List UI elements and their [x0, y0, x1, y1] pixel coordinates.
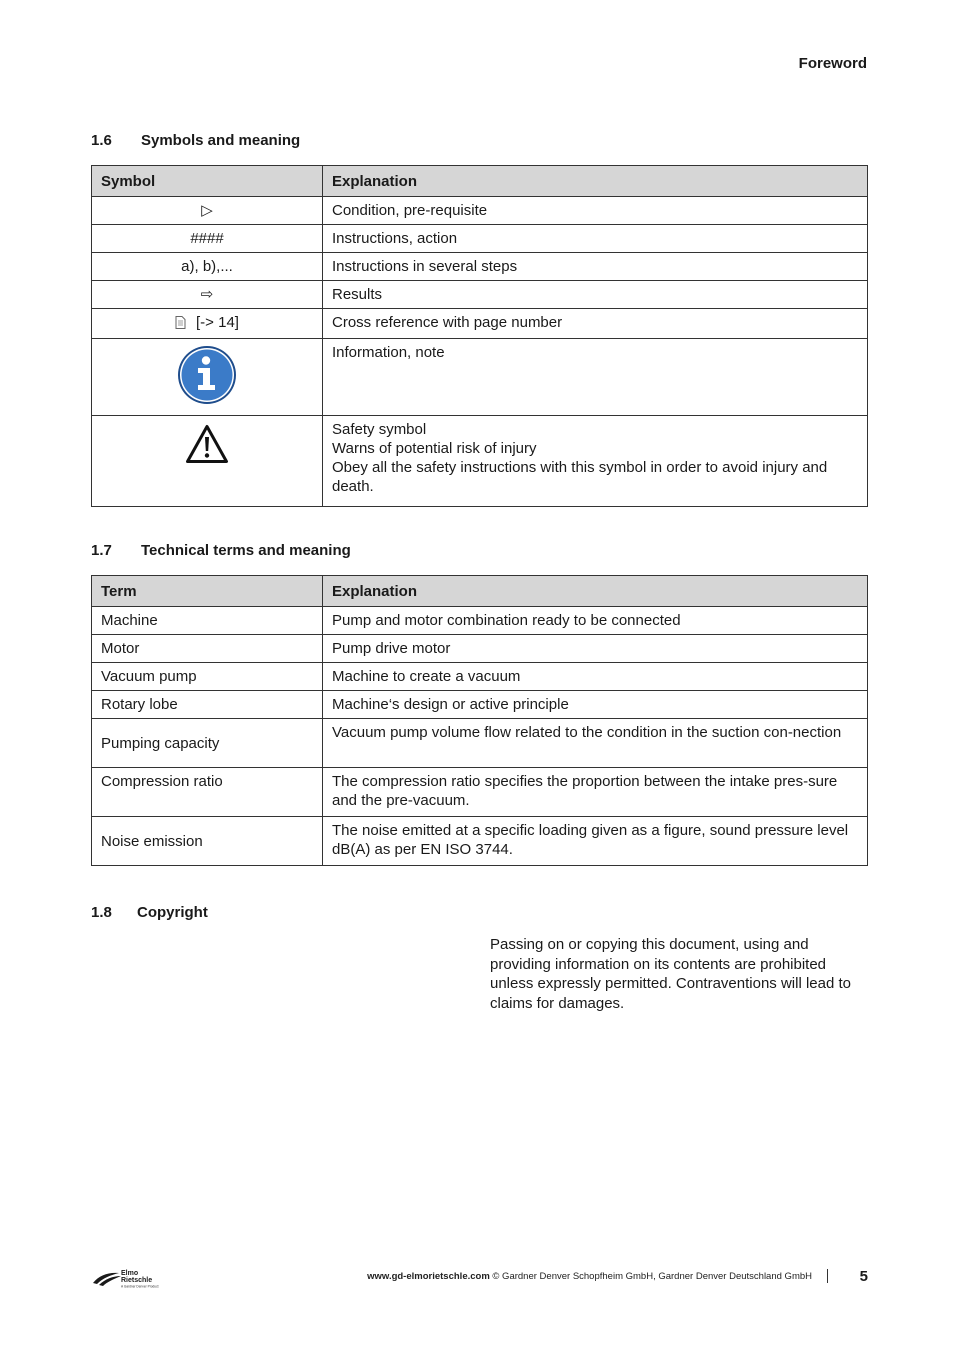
section-title: Technical terms and meaning: [141, 542, 351, 559]
table-row: [92, 635, 868, 663]
table-row: [92, 416, 868, 507]
table-row: [92, 339, 868, 416]
column-header-explanation: Explanation: [323, 166, 868, 197]
explanation-cell: Vacuum pump volume flow related to the condition in the suction con-nection: [323, 719, 868, 768]
elmo-rietschle-logo: [91, 1267, 171, 1293]
term-cell: Noise emission: [92, 817, 323, 866]
explanation-cell: Cross reference with page number: [323, 309, 868, 339]
explanation-cell: Instructions in several steps: [323, 253, 868, 281]
explanation-line: Warns of potential risk of injury: [332, 440, 537, 457]
table-row: [92, 607, 868, 635]
table-header-row: [92, 576, 868, 607]
table-row: [92, 197, 868, 225]
page-number: 5: [859, 1268, 868, 1285]
explanation-cell: The noise emitted at a specific loading given as a figure, sound pressure level dB(A) as per EN ISO 3744.: [323, 817, 868, 866]
table-row: [92, 817, 868, 866]
table-row: [92, 309, 868, 339]
footer-divider: [827, 1269, 828, 1283]
explanation-cell: Pump drive motor: [323, 635, 868, 663]
explanation-cell: Machine to create a vacuum: [323, 663, 868, 691]
symbol-cell: [92, 309, 323, 339]
footer-copyright: © Gardner Denver Schopfheim GmbH, Gardner Denver Deutschland GmbH: [492, 1271, 812, 1282]
explanation-cell: Instructions, action: [323, 225, 868, 253]
copyright-paragraph: Passing on or copying this document, using and providing information on its contents are prohibited unless expressly permitted. Contraventions will lead to claims for damages.: [490, 936, 852, 1012]
information-icon: [177, 345, 237, 410]
section-title: Copyright: [137, 904, 208, 921]
term-cell: Rotary lobe: [92, 691, 323, 719]
website-link[interactable]: www.gd-elmorietschle.com: [367, 1271, 490, 1282]
section-title: Symbols and meaning: [141, 132, 301, 149]
term-cell: Machine: [92, 607, 323, 635]
page-header-title: Foreword: [798, 55, 867, 72]
explanation-cell: Results: [323, 281, 868, 309]
page-footer: [91, 1265, 868, 1291]
logo-line-1: Elmo: [121, 1270, 139, 1277]
symbols-table: [91, 165, 868, 507]
term-cell: Vacuum pump: [92, 663, 323, 691]
table-row: [92, 225, 868, 253]
cross-reference-symbol: [-> 14]: [196, 314, 239, 331]
table-row: [92, 768, 868, 817]
condition-triangle-icon: ▷: [92, 197, 323, 225]
warning-triangle-icon: [185, 424, 229, 469]
symbol-cell: [92, 416, 323, 507]
section-heading-terms: [91, 542, 351, 559]
term-cell: Compression ratio: [92, 768, 323, 817]
term-cell: Pumping capacity: [92, 719, 323, 768]
column-header-symbol: Symbol: [92, 166, 323, 197]
logo-line-2: Rietschle: [121, 1277, 153, 1284]
table-row: [92, 719, 868, 768]
column-header-explanation: Explanation: [323, 576, 868, 607]
table-row: [92, 691, 868, 719]
section-heading-symbols: [91, 132, 300, 149]
result-arrow-icon: ⇨: [92, 281, 323, 309]
section-number: 1.6: [91, 132, 112, 149]
table-row: [92, 281, 868, 309]
explanation-cell: Condition, pre-requisite: [323, 197, 868, 225]
explanation-cell: The compression ratio specifies the proportion between the intake pres-sure and the pre-vacuum.: [323, 768, 868, 817]
table-row: [92, 253, 868, 281]
table-header-row: [92, 166, 868, 197]
explanation-line: Obey all the safety instructions with this symbol in order to avoid injury and death.: [332, 459, 828, 495]
section-number: 1.7: [91, 542, 112, 559]
symbol-cell: [92, 339, 323, 416]
explanation-cell: [323, 416, 868, 507]
table-row: [92, 663, 868, 691]
symbol-cell: a), b),...: [92, 253, 323, 281]
section-number: 1.8: [91, 904, 112, 921]
explanation-cell: Machine‘s design or active principle: [323, 691, 868, 719]
term-cell: Motor: [92, 635, 323, 663]
explanation-cell: Information, note: [323, 339, 868, 416]
symbol-cell: ####: [92, 225, 323, 253]
logo-tagline: A Gardner Denver Product: [121, 1284, 159, 1289]
terms-table: [91, 575, 868, 866]
document-icon: [175, 315, 186, 334]
explanation-line: Safety symbol: [332, 421, 427, 438]
section-heading-copyright: [91, 904, 208, 921]
column-header-term: Term: [92, 576, 323, 607]
explanation-cell: Pump and motor combination ready to be connected: [323, 607, 868, 635]
footer-text: [367, 1271, 812, 1282]
